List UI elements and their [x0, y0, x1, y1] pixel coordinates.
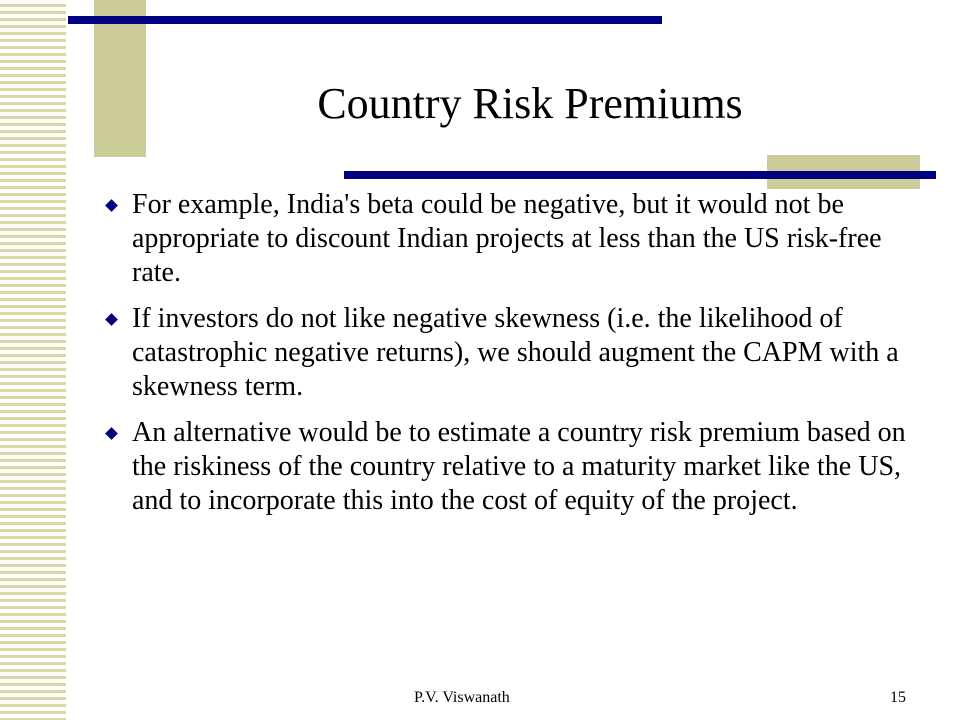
- slide-title: Country Risk Premiums: [317, 79, 743, 128]
- title-underline-bar: [344, 171, 936, 179]
- bullet-item: [104, 302, 924, 404]
- bullet-item: [104, 416, 924, 518]
- bullet-text: If investors do not like negative skewness (i.e. the likelihood of catastrophic negative returns), we should augment the CAPM with a skewness term.: [132, 303, 899, 402]
- bullet-list: [104, 188, 924, 530]
- footer-author: P.V. Viswanath: [414, 689, 510, 706]
- page-number: 15: [890, 689, 906, 706]
- bullet-item: [104, 188, 924, 290]
- bullet-text: An alternative would be to estimate a country risk premium based on the riskiness of the country relative to a maturity market like the US, and to incorporate this into the cost of equity of the project.: [132, 417, 906, 516]
- left-stripe-decoration: [0, 0, 68, 720]
- bullet-text: For example, India's beta could be negative, but it would not be appropriate to discount Indian projects at less than the US risk-free rate.: [132, 189, 882, 288]
- diamond-bullet-icon: [105, 199, 118, 212]
- top-accent-bar: [68, 16, 662, 24]
- diamond-bullet-icon: [105, 313, 118, 326]
- diamond-bullet-icon: [105, 427, 118, 440]
